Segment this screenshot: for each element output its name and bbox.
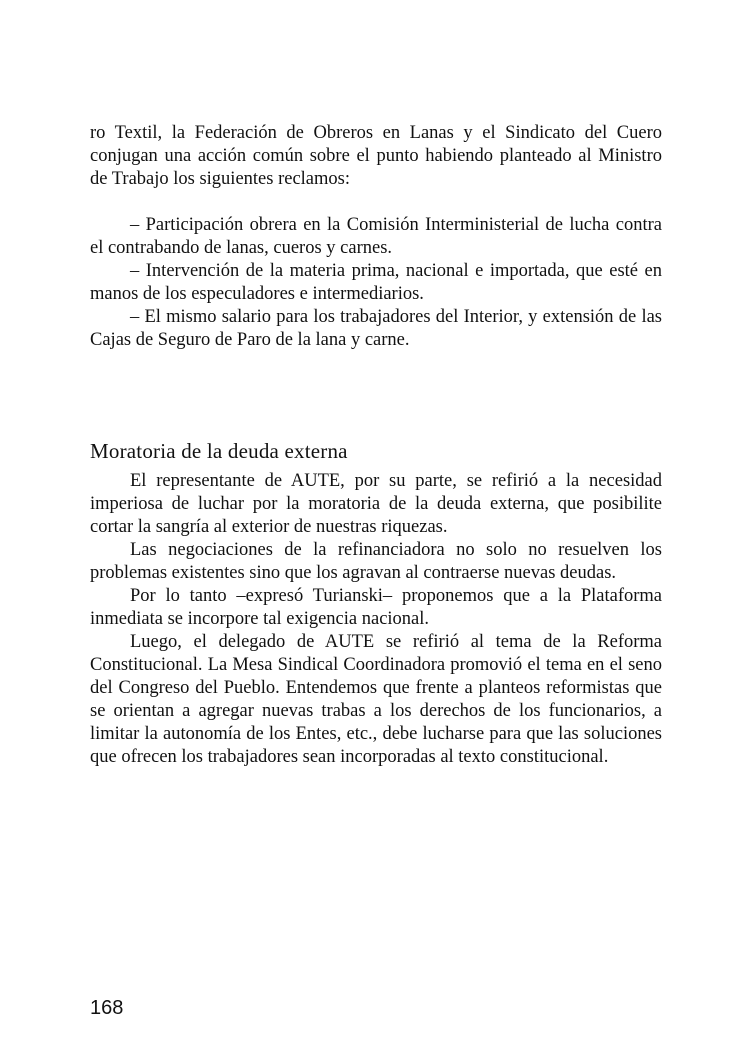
intro-paragraph: ro Textil, la Federación de Obreros en Lanas y el Sindicato del Cuero conjugan una acción común sobre el punto habiendo planteado al Ministro de Trabajo los siguientes reclamos:: [90, 123, 662, 189]
section-paragraph: El representante de AUTE, por su parte, se refirió a la necesidad imperiosa de luchar por la moratoria de la deuda externa, que posibilite cortar la sangría al exterior de nuestras riquezas.: [90, 471, 662, 537]
page-body: [90, 122, 662, 769]
section-paragraph: Las negociaciones de la refinanciadora no solo no resuelven los problemas existentes sino que los agravan al contraerse nuevas deudas.: [90, 540, 662, 583]
claims-list: [90, 214, 662, 352]
section-paragraph: Por lo tanto –expresó Turianski– proponemos que a la Plataforma inmediata se incorpore tal exigencia nacional.: [90, 586, 662, 629]
section-heading: Moratoria de la deuda externa: [90, 439, 348, 463]
page-number: 168: [90, 997, 124, 1019]
section-body: [90, 470, 662, 769]
section-paragraph: Luego, el delegado de AUTE se refirió al tema de la Reforma Constitucional. La Mesa Sindical Coordinadora promovió el tema en el seno del Congreso del Pueblo. Entendemos que frente a planteos reformistas que se orientan a agregar nuevas trabas a los derechos de los funcionarios, a limitar la autonomía de los Entes, etc., debe lucharse para que las soluciones que ofrecen los trabajadores sean incorporadas al texto constitucional.: [90, 632, 662, 767]
claim-item: – El mismo salario para los trabajadores del Interior, y extensión de las Cajas de Seguro de Paro de la lana y carne.: [90, 307, 662, 350]
claim-item: – Intervención de la materia prima, nacional e importada, que esté en manos de los especuladores e intermediarios.: [90, 261, 662, 304]
claim-item: – Participación obrera en la Comisión Interministerial de lucha contra el contrabando de lanas, cueros y carnes.: [90, 215, 662, 258]
